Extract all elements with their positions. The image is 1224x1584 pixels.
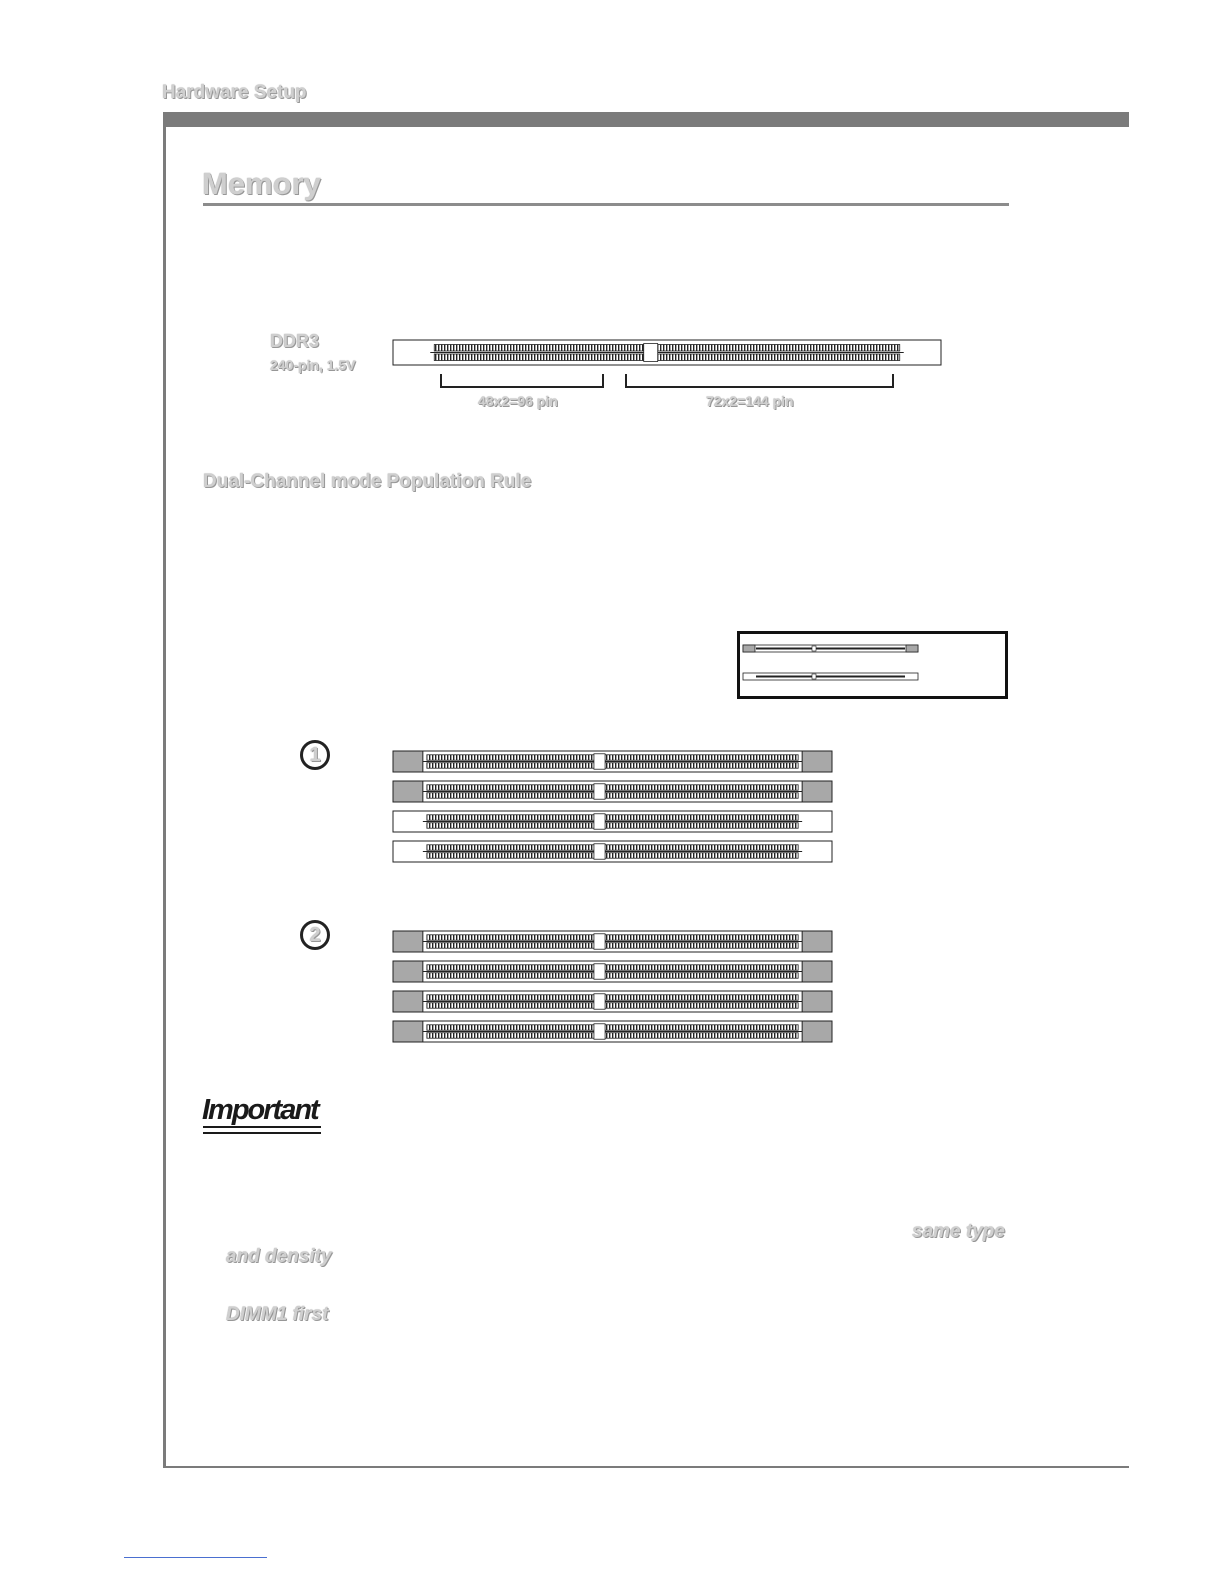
population-rule-heading: Dual-Channel mode Population Rule bbox=[203, 471, 532, 492]
important-underline bbox=[203, 1126, 321, 1128]
step-1-badge: 1 bbox=[300, 740, 330, 770]
step-2-dimm-slot-2 bbox=[393, 961, 832, 982]
pin-count-right: 72x2=144 pin bbox=[706, 393, 794, 409]
step-1-dimm-slot-4 bbox=[393, 841, 832, 862]
bottom-rule bbox=[163, 1466, 1129, 1468]
step-2-dimm-slot-1 bbox=[393, 931, 832, 952]
important-underline bbox=[203, 1132, 321, 1134]
important-heading: Important bbox=[202, 1094, 318, 1126]
step-2-dimm-slot-4 bbox=[393, 1021, 832, 1042]
pin-count-left: 48x2=96 pin bbox=[478, 393, 558, 409]
emphasis-same-type: same type bbox=[912, 1221, 1005, 1242]
header-title: Hardware Setup bbox=[162, 82, 307, 103]
emphasis-density: and density bbox=[226, 1246, 332, 1267]
footer-link-underline[interactable] bbox=[124, 1557, 267, 1558]
section-title: Memory bbox=[202, 166, 321, 201]
ddr3-spec: 240-pin, 1.5V bbox=[270, 357, 356, 373]
step-2-dimm-slot-3 bbox=[393, 991, 832, 1012]
step-1-dimm-slot-2 bbox=[393, 781, 832, 802]
step-1-dimm-slot-1 bbox=[393, 751, 832, 772]
step-2-badge: 2 bbox=[300, 920, 330, 950]
ddr3-label: DDR3 bbox=[270, 331, 320, 351]
emphasis-dimm1-first: DIMM1 first bbox=[226, 1304, 329, 1325]
step-1-dimm-slot-3 bbox=[393, 811, 832, 832]
